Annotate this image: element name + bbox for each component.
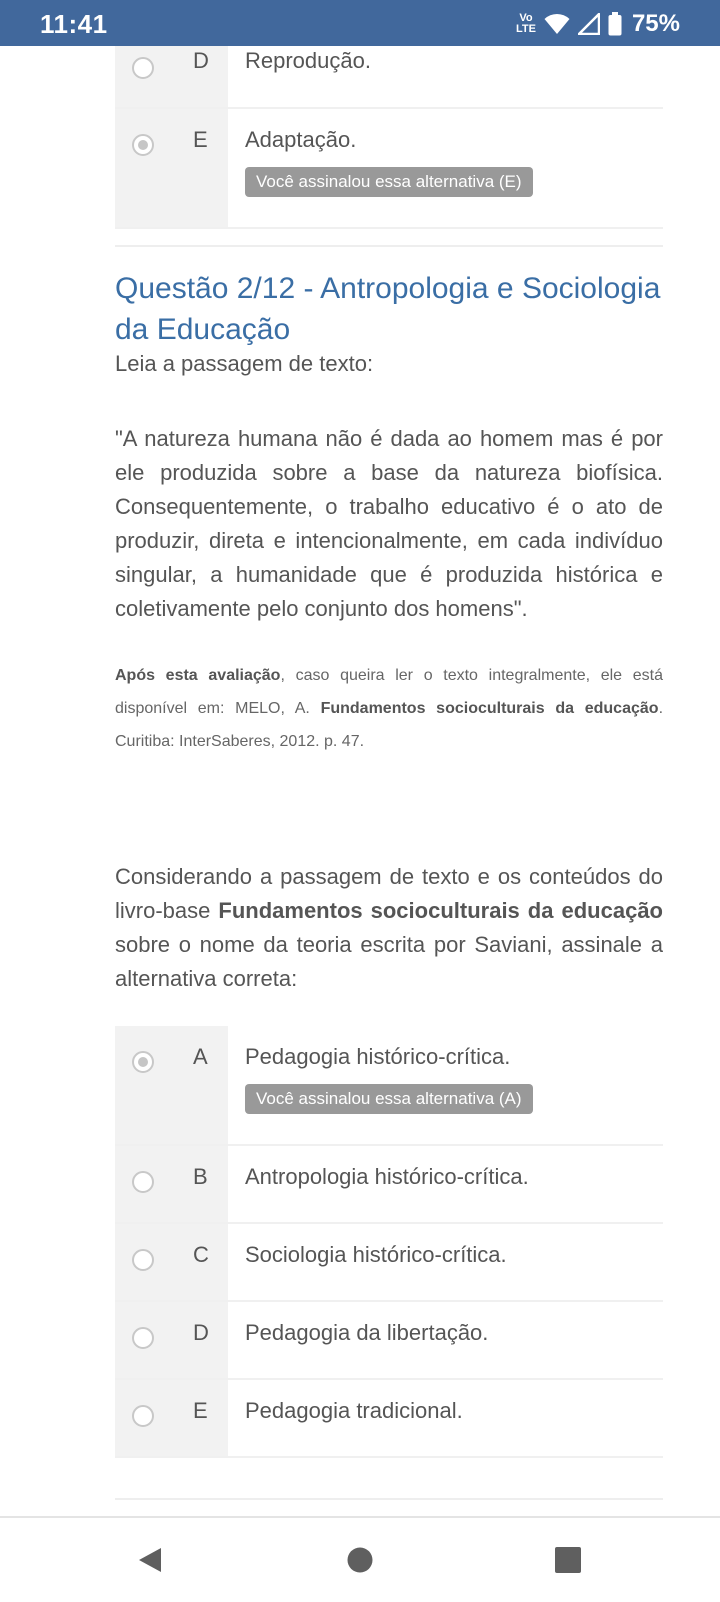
- question-prompt: Considerando a passagem de texto e os conteúdos do livro-base Fundamentos socioculturais da educação sobre o nome da teoria escrita por Saviani, assinale a alternativa correta:: [115, 864, 663, 991]
- question-title: Questão 2/12 - Antropologia e Sociologia da Educação: [115, 272, 661, 346]
- option-letter: E: [193, 1398, 208, 1423]
- option-letter: B: [193, 1164, 208, 1189]
- radio-button[interactable]: [132, 1405, 154, 1427]
- previous-options-list: [115, 46, 663, 229]
- status-icons: [516, 8, 680, 40]
- option-text: Reprodução.: [245, 48, 371, 73]
- signal-icon: [578, 13, 600, 35]
- battery-icon: [608, 12, 622, 36]
- option-row-a[interactable]: [115, 1026, 663, 1146]
- radio-button-selected[interactable]: [132, 134, 154, 156]
- question-divider: [115, 1498, 663, 1500]
- option-letter: C: [193, 1242, 209, 1267]
- question-quote: "A natureza humana não é dada ao homem mas é por ele produzida sobre a base da natureza biofísica. Consequentemente, o trabalho educativo é o ato de produzir, direta e intencionalmente, em cada indivíduo singular, a humanidade que é produzida histórica e coletivamente pelo conjunto dos homens".: [115, 426, 663, 621]
- recents-icon: [554, 1546, 582, 1574]
- recents-button[interactable]: [546, 1538, 590, 1582]
- option-text: Antropologia histórico-crítica.: [245, 1164, 529, 1189]
- question-intro: Leia a passagem de texto:: [115, 351, 374, 376]
- option-row-c[interactable]: [115, 1224, 663, 1302]
- option-row-d[interactable]: [115, 1302, 663, 1380]
- option-text: Pedagogia da libertação.: [245, 1320, 489, 1345]
- status-bar: [0, 0, 720, 46]
- option-row-d-previous[interactable]: [115, 46, 663, 109]
- question-divider: [115, 245, 663, 247]
- option-letter: D: [193, 1320, 209, 1345]
- selected-badge: Você assinalou essa alternativa (E): [245, 167, 533, 197]
- home-icon: [346, 1546, 374, 1574]
- page-content[interactable]: [0, 46, 720, 1516]
- radio-button[interactable]: [132, 57, 154, 79]
- option-text: Pedagogia tradicional.: [245, 1398, 463, 1423]
- battery-percent: 75%: [631, 10, 680, 37]
- answer-options-list: [115, 1026, 663, 1458]
- radio-button[interactable]: [132, 1171, 154, 1193]
- option-row-b[interactable]: [115, 1146, 663, 1224]
- wifi-icon: [544, 13, 570, 35]
- radio-button[interactable]: [132, 1327, 154, 1349]
- volte-icon: Vo LTE: [515, 12, 536, 35]
- radio-button-selected[interactable]: [132, 1051, 154, 1073]
- option-row-e-previous[interactable]: [115, 109, 663, 229]
- option-text: Pedagogia histórico-crítica.: [245, 1044, 511, 1069]
- option-letter: A: [193, 1044, 208, 1069]
- selected-badge: Você assinalou essa alternativa (A): [245, 1084, 533, 1114]
- navigation-bar: [0, 1516, 720, 1602]
- source-reference: Após esta avaliação, caso queira ler o texto integralmente, ele está disponível em: MELO, A. Fundamentos socioculturais da educação. Curitiba: InterSaberes, 2012. p. 47.: [115, 667, 664, 750]
- option-letter: E: [193, 127, 208, 152]
- option-text: Adaptação.: [245, 127, 357, 152]
- back-button[interactable]: [128, 1538, 172, 1582]
- radio-button[interactable]: [132, 1249, 154, 1271]
- home-button[interactable]: [338, 1538, 382, 1582]
- status-time: 11:41: [40, 9, 108, 39]
- option-row-e[interactable]: [115, 1380, 663, 1458]
- back-icon: [135, 1545, 165, 1575]
- option-letter: D: [193, 48, 209, 73]
- option-text: Sociologia histórico-crítica.: [245, 1242, 507, 1267]
